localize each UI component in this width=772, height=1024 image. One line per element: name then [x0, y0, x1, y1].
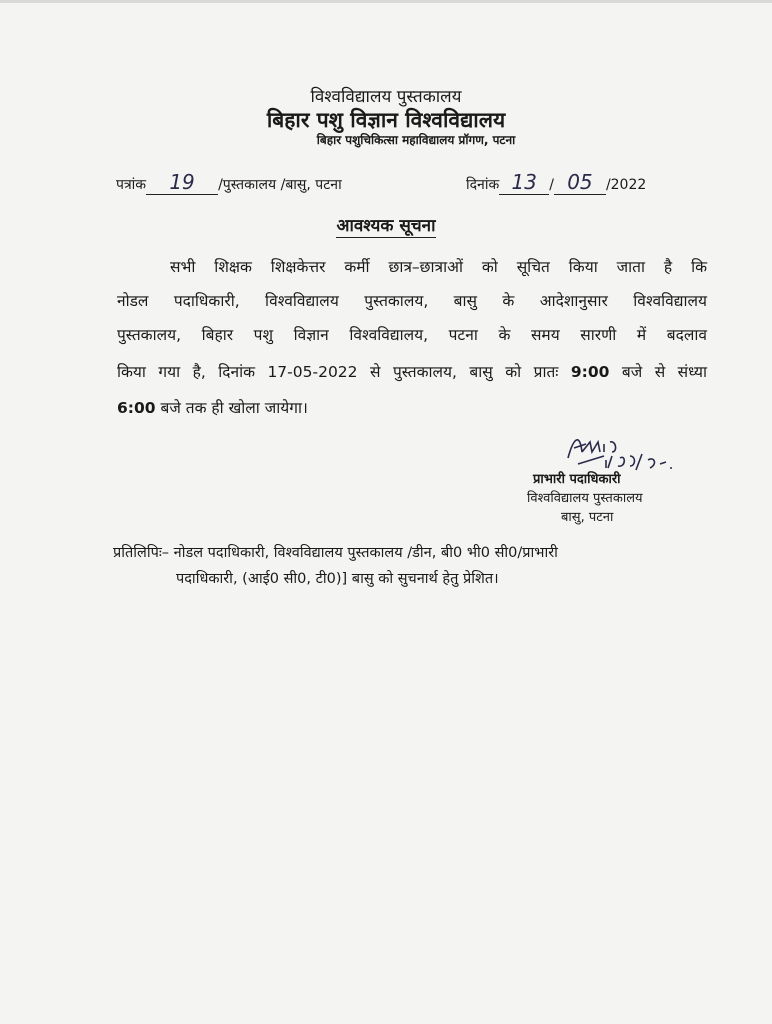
notice-title: आवश्यक सूचना: [336, 216, 436, 236]
reference-date: [466, 170, 646, 195]
body-line-1: सभी शिक्षक शिक्षकेत्तर कर्मी छात्र–छात्राओं को सूचित किया जाता है कि: [170, 258, 707, 276]
body-line-4: किया गया है, दिनांक 17-05-2022 से पुस्तकालय, बासु को प्रातः 9:00 बजे से संध्या: [117, 363, 707, 381]
date-label: दिनांक: [466, 177, 500, 193]
opening-time: 9:00: [570, 363, 610, 381]
header-college-address: बिहार पशुचिकित्सा महाविद्यालय प्रॉगण, पटना: [316, 133, 516, 147]
body-line-5: 6:00 बजे तक ही खोला जायेगा।: [117, 399, 308, 417]
reference-number: [116, 170, 342, 195]
date-day: 13: [499, 170, 549, 195]
reference-number-value: 19: [146, 170, 218, 195]
date-month: 05: [554, 170, 606, 195]
reference-suffix: /पुस्तकालय /बासु, पटना: [218, 177, 342, 193]
body-line-2: नोडल पदाधिकारी, विश्वविद्यालय पुस्तकालय, बासु के आदेशानुसार विश्वविद्यालय: [117, 292, 707, 310]
date-sep: /: [549, 177, 554, 193]
signatory-department: विश्वविद्यालय पुस्तकालय: [527, 491, 643, 506]
signatory-place: बासु, पटना: [561, 510, 614, 525]
copy-to-line-2: पदाधिकारी, (आई0 सी0, टी0)] बासु को सुचनार्थ हेतु प्रेशित।: [176, 571, 499, 587]
body-line-3: पुस्तकालय, बिहार पशु विज्ञान विश्वविद्यालय, पटना के समय सारणी में बदलाव: [117, 326, 707, 344]
handwritten-signature: [560, 430, 690, 472]
header-library-name: विश्वविद्यालय पुस्तकालय: [310, 87, 462, 107]
header-university-name: बिहार पशु विज्ञान विश्वविद्यालय: [266, 108, 506, 132]
date-year: /2022: [605, 177, 647, 193]
signatory-title: प्राभारी पदाधिकारी: [533, 472, 621, 487]
reference-label: पत्रांक: [116, 177, 147, 193]
closing-time: 6:00: [117, 399, 156, 417]
copy-to-line-1: प्रतिलिपिः– नोडल पदाधिकारी, विश्वविद्यालय पुस्तकालय /डीन, बी0 भी0 सी0/प्राभारी: [113, 545, 558, 561]
scan-edge: [0, 0, 772, 3]
copy-to-label: प्रतिलिपिः–: [113, 545, 174, 561]
